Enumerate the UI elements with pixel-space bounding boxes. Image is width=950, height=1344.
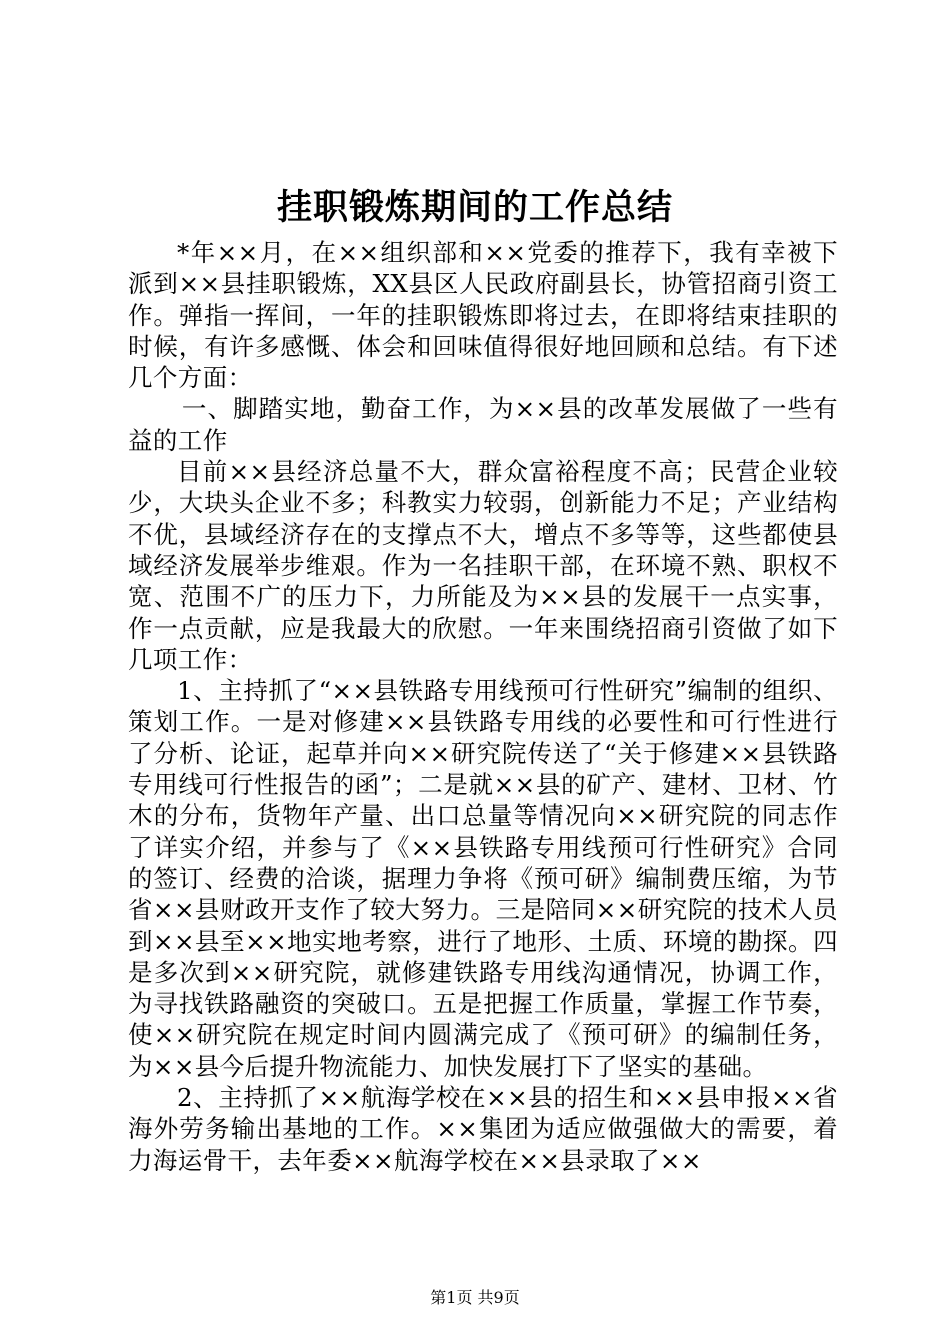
section-heading-1: 一、脚踏实地，勤奋工作，为××县的改革发展做了一些有益的工作 <box>128 394 838 455</box>
document-title: 挂职锻炼期间的工作总结 <box>276 187 673 228</box>
paragraph-item-2-navigation-school: 2、主持抓了××航海学校在××县的招生和××县申报××省海外劳务输出基地的工作。××集团为适应做强做大的需要，着力海运骨干，去年委××航海学校在××县录取了×× <box>128 1083 838 1175</box>
paragraph-item-1-railway: 1、主持抓了“××县铁路专用线预可行性研究”编制的组织、策划工作。一是对修建××县铁路专用线的必要性和可行性进行了分析、论证，起草并向××研究院传送了“关于修建××县铁路专用线可行性报告的函”；二是就××县的矿产、建材、卫材、竹木的分布，货物年产量、出口总量等情况向××研究院的同志作了详实介绍，并参与了《××县铁路专用线预可行性研究》合同的签订、经费的洽谈，据理力争将《预可研》编制费压缩，为节省××县财政开支作了较大努力。三是陪同××研究院的技术人员到××县至××地实地考察，进行了地形、土质、环境的勘探。四是多次到××研究院，就修建铁路专用线沟通情况，协调工作，为寻找铁路融资的突破口。五是把握工作质量，掌握工作节奏，使××研究院在规定时间内圆满完成了《预可研》的编制任务，为××县今后提升物流能力、加快发展打下了坚实的基础。 <box>128 676 838 1081</box>
document-body <box>128 237 838 1176</box>
page-number-footer: 第1页 共9页 <box>430 1288 520 1307</box>
paragraph-intro: *年××月，在××组织部和××党委的推荐下，我有幸被下派到××县挂职锻炼，XX县区人民政府副县长，协管招商引资工作。弹指一挥间，一年的挂职锻炼即将过去，在即将结束挂职的时候，有许多感慨、体会和回味值得很好地回顾和总结。有下述几个方面： <box>128 238 838 393</box>
paragraph-county-situation: 目前××县经济总量不大，群众富裕程度不高；民营企业较少，大块头企业不多；科教实力较弱，创新能力不足；产业结构不优，县域经济存在的支撑点不大，增点不多等等，这些都使县域经济发展举步维艰。作为一名挂职干部，在环境不熟、职权不宽、范围不广的压力下，力所能及为××县的发展干一点实事，作一点贡献，应是我最大的欣慰。一年来围绕招商引资做了如下几项工作： <box>128 457 838 674</box>
